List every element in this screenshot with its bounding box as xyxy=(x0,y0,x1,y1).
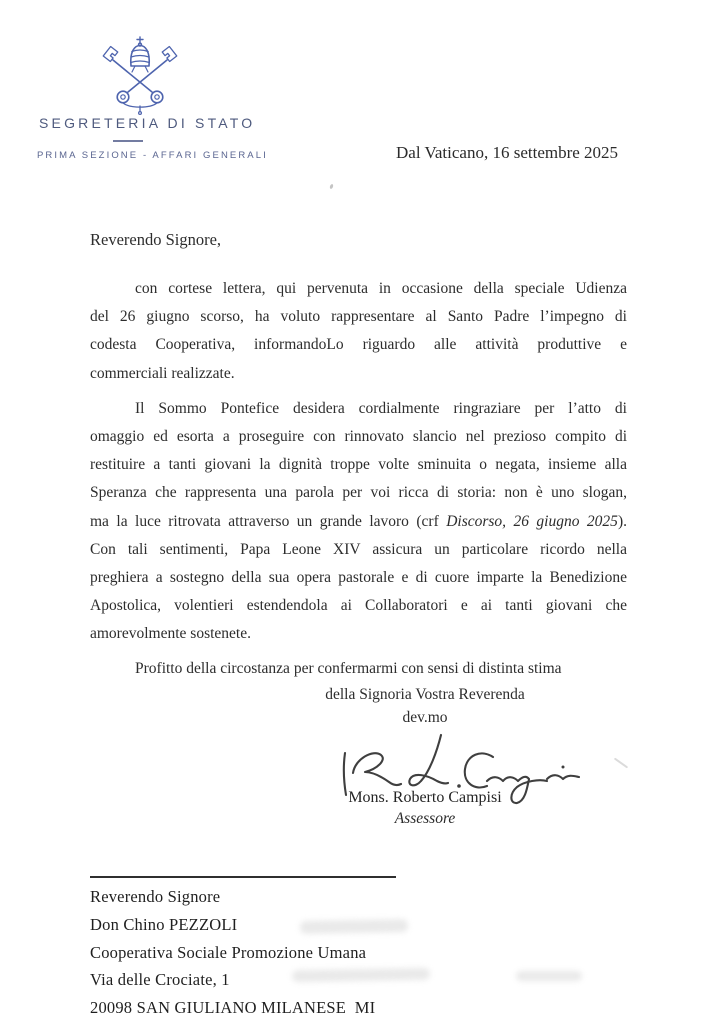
org-name: SEGRETERIA DI STATO xyxy=(39,115,256,131)
body-line: commerciali realizzate. xyxy=(90,364,235,382)
body-line: amorevolmente sostenete. xyxy=(90,625,251,643)
vatican-emblem-icon xyxy=(96,34,184,116)
letterhead-divider xyxy=(113,140,143,142)
body-line: Speranza che rappresenta una parola per voi ricca di storia: non è uno slogan, xyxy=(90,484,627,502)
recipient-line: Via delle Crociate, 1 xyxy=(90,970,230,990)
body-line: del 26 giugno scorso, ha voluto rappresentare al Santo Padre l’impegno di xyxy=(90,308,627,326)
body-line: omaggio ed esorta a proseguire con rinnovato slancio nel prezioso compito di xyxy=(90,428,627,446)
paragraph-1 xyxy=(90,275,627,388)
recipient-line: 20098 SAN GIULIANO MILANESE MI xyxy=(90,998,376,1018)
section-name: PRIMA SEZIONE - AFFARI GENERALI xyxy=(37,150,268,161)
body-line: codesta Cooperativa, informandoLo riguardo alle attività produttive e xyxy=(90,336,627,354)
salutation: Reverendo Signore, xyxy=(90,230,222,249)
recipient-rule xyxy=(90,876,396,878)
body-line: con cortese lettera, qui pervenuta in occasione della speciale Udienza xyxy=(135,280,627,297)
closing-signature-block xyxy=(235,683,615,829)
recipient-line: Cooperativa Sociale Promozione Umana xyxy=(90,942,367,962)
signatory-name: Mons. Roberto Campisi xyxy=(348,788,502,806)
body-line-citation xyxy=(90,508,627,536)
dateline: Dal Vaticano, 16 settembre 2025 xyxy=(396,143,619,162)
closing-line-1: Profitto della circostanza per confermarmi con sensi di distinta stima xyxy=(135,659,562,677)
body-line: Il Sommo Pontefice desidera cordialmente ringraziare per l’atto di xyxy=(135,399,627,417)
closing-line-3: dev.mo xyxy=(402,708,448,726)
scan-smudge xyxy=(300,919,408,934)
body-line: preghiera a sostegno della sua opera pastorale e di cuore imparte la Benedizione xyxy=(90,569,627,587)
citation-post: ). xyxy=(617,512,627,530)
body-line: Con tali sentimenti, Papa Leone XIV assicura un particolare ricordo nella xyxy=(90,540,627,558)
citation-italic: Discorso, 26 giugno 2025 xyxy=(446,512,618,530)
body-line: restituire a tanti giovani la dignità troppe volte sminuita o negata, insieme alla xyxy=(90,456,627,474)
recipient-line: Don Chino PEZZOLI xyxy=(90,914,238,934)
ink-speck xyxy=(329,184,334,190)
body-line: Apostolica, volentieri estendendola ai Collaboratori e ai tanti giovani che xyxy=(90,597,627,615)
scan-smudge xyxy=(292,968,430,982)
recipient-line: Reverendo Signore xyxy=(90,887,221,906)
letter-body xyxy=(90,228,627,829)
recipient-block xyxy=(90,876,430,1022)
signatory-role: Assessore xyxy=(394,809,456,827)
scan-smudge xyxy=(516,971,582,981)
paragraph-2 xyxy=(90,395,627,649)
closing-line-2: della Signoria Vostra Reverenda xyxy=(325,685,525,703)
citation-pre: ma la luce ritrovata attraverso un grande lavoro (crf xyxy=(90,512,447,530)
